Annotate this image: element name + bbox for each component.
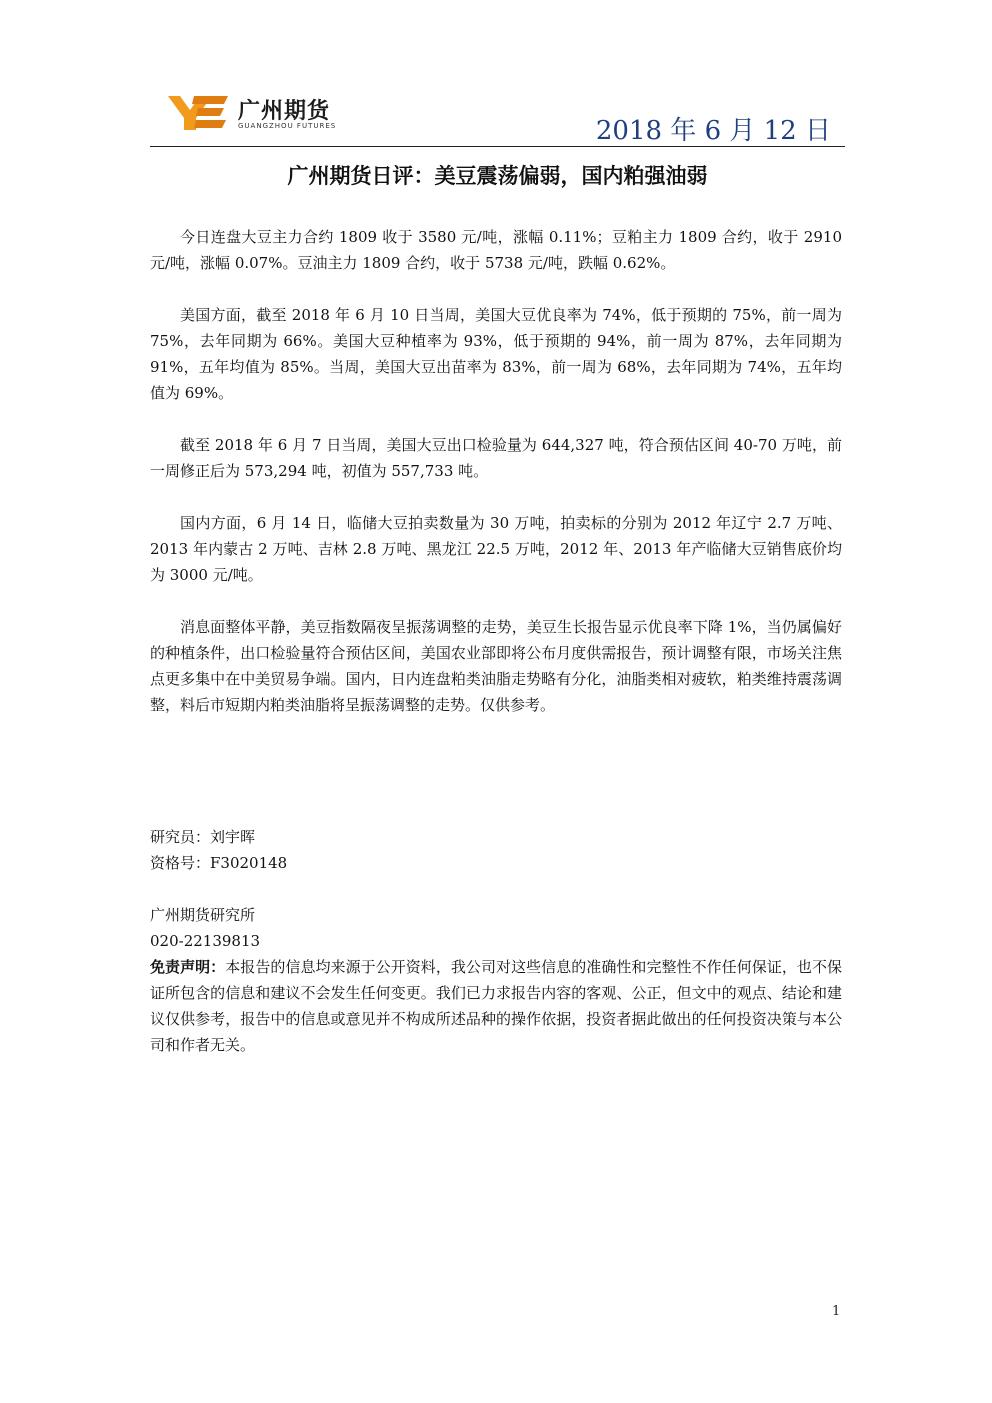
logo-mark-icon — [166, 90, 230, 134]
paragraph-domestic-auction: 国内方面，6 月 14 日，临储大豆拍卖数量为 30 万吨，拍卖标的分别为 2012 年辽宁 2.7 万吨、2013 年内蒙古 2 万吨、吉林 2.8 万吨、黑龙江 22.5 万吨，2012 年、2013 年产临储大豆销售底价均为 3000 元/吨。 — [150, 514, 842, 584]
page-number: 1 — [832, 1304, 841, 1319]
researcher-name: 研究员：刘宇晖 — [150, 828, 256, 846]
page-header — [150, 80, 845, 148]
company-logo — [166, 90, 346, 134]
paragraph-us-export: 截至 2018 年 6 月 7 日当周，美国大豆出口检验量为 644,327 吨，符合预估区间 40-70 万吨，前一周修正后为 573,294 吨，初值为 557,733 吨。 — [150, 436, 842, 480]
paragraph-outlook: 消息面整体平静，美豆指数隔夜呈振荡调整的走势，美豆生长报告显示优良率下降 1%，当仍属偏好的种植条件，出口检验量符合预估区间，美国农业部即将公布月度供需报告，预计调整有限，市场关注焦点更多集中在中美贸易争端。国内，日内连盘粕类油脂走势略有分化，油脂类相对疲软，粕类维持震荡调整，料后市短期内粕类油脂将呈振荡调整的走势。仅供参考。 — [150, 618, 842, 714]
report-date: 2018 年 6 月 12 日 — [595, 116, 831, 146]
institute-name: 广州期货研究所 — [150, 906, 256, 924]
disclaimer — [150, 954, 842, 1058]
footer-spacer — [150, 876, 842, 902]
disclaimer-label: 免责声明： — [150, 958, 226, 976]
paragraph-market-close: 今日连盘大豆主力合约 1809 收于 3580 元/吨，涨幅 0.11%；豆粕主力 1809 合约，收于 2910 元/吨，涨幅 0.07%。豆油主力 1809 合约，收于 5738 元/吨，跌幅 0.62%。 — [150, 228, 842, 272]
report-footer — [150, 824, 842, 1058]
logo-name-en: GUANGZHOU FUTURES — [238, 122, 337, 130]
license-number: 资格号：F3020148 — [150, 854, 288, 872]
disclaimer-text: 本报告的信息均来源于公开资料，我公司对这些信息的准确性和完整性不作任何保证，也不保证所包含的信息和建议不会发生任何变更。我们已力求报告内容的客观、公正，但文中的观点、结论和建议仅供参考，报告中的信息或意见并不构成所述品种的操作依据，投资者据此做出的任何投资决策与本公司和作者无关。 — [150, 958, 842, 1054]
contact-phone: 020-22139813 — [150, 932, 261, 950]
logo-name-cn: 广州期货 — [238, 99, 331, 124]
report-title: 广州期货日评：美豆震荡偏弱，国内粕强油弱 — [287, 164, 708, 188]
header-divider — [150, 146, 845, 147]
paragraph-us-crop: 美国方面，截至 2018 年 6 月 10 日当周，美国大豆优良率为 74%，低于预期的 75%，前一周为 75%，去年同期为 66%。美国大豆种植率为 93%，低于预期的 94%，前一周为 87%，去年同期为 91%，五年均值为 85%。当周，美国大豆出苗率为 83%，前一周为 68%，去年同期为 74%，五年均值为 69%。 — [150, 306, 842, 402]
report-body — [150, 224, 842, 744]
